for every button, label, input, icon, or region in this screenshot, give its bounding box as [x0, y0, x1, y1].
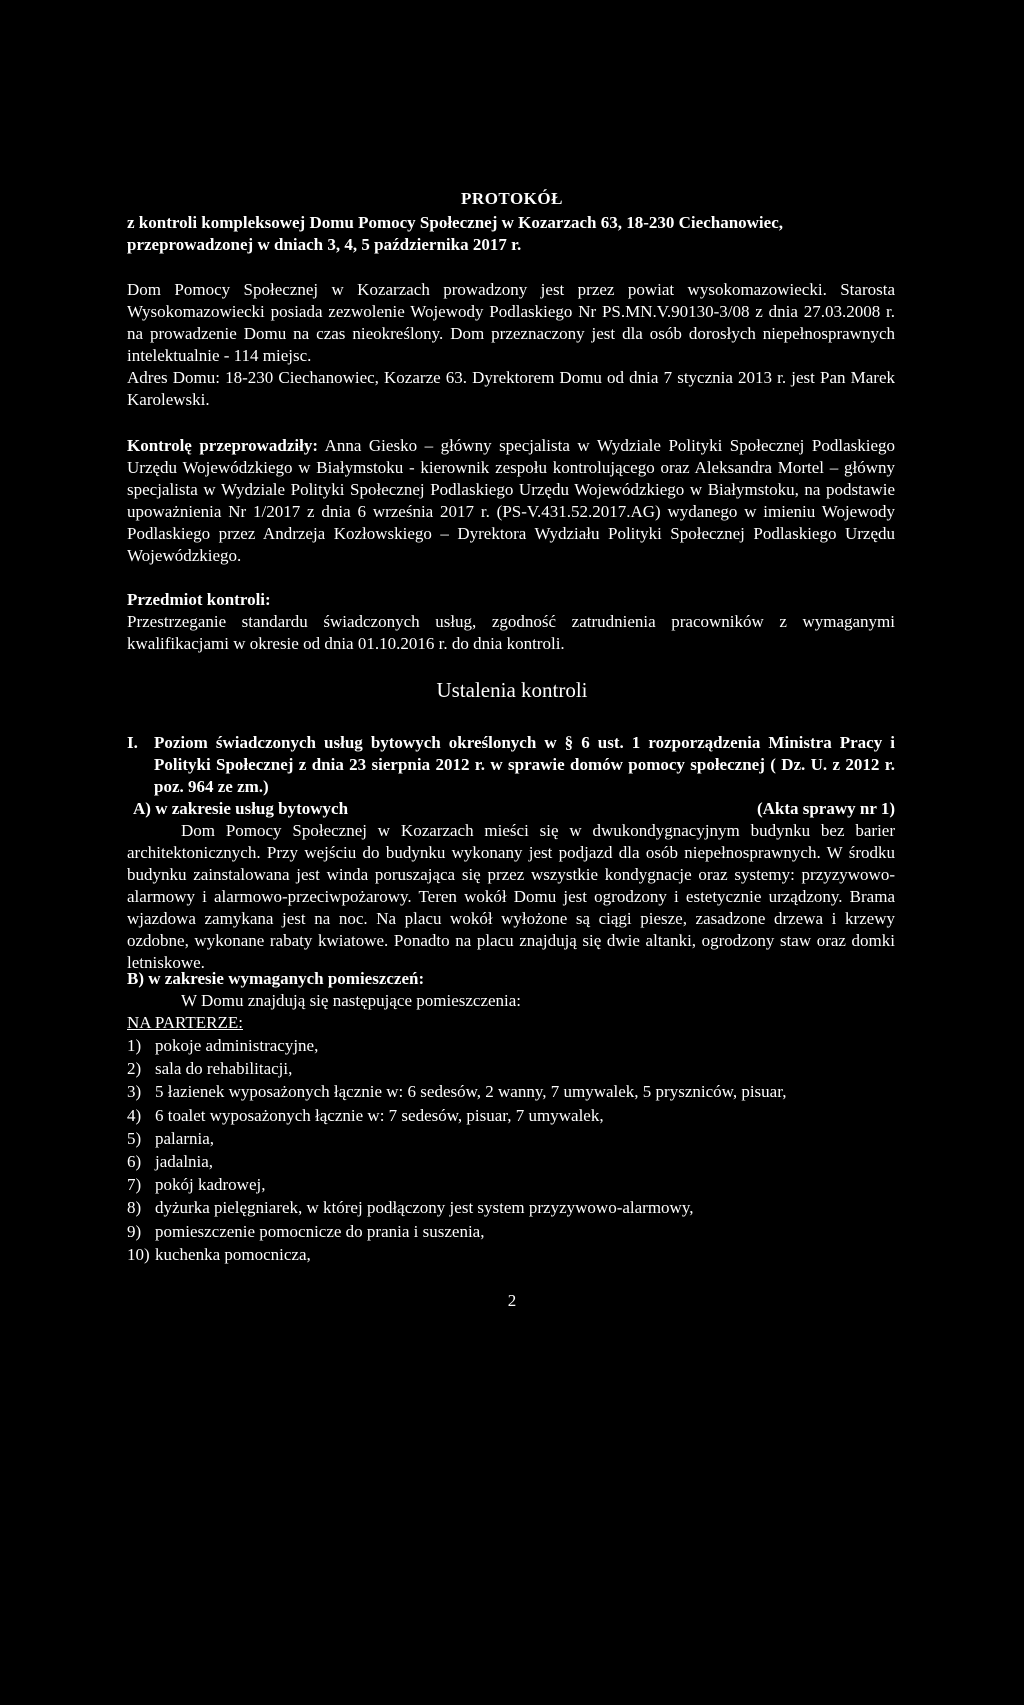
intro-paragraph: Dom Pomocy Społecznej w Kozarzach prowadzony jest przez powiat wysokomazowiecki. Starosta Wysokomazowiecki posiada zezwolenie Wojewody Podlaskiego Nr PS.MN.V.90130-3/08 z dnia 27.03.2008 r. na prowadzenie Domu na czas nieokreślony. Dom przeznaczony jest dla osób dorosłych niepełnosprawnych intelektualnie - 114 miejsc.	[127, 280, 895, 365]
document-title: PROTOKÓŁ	[461, 189, 563, 208]
control-paragraph	[127, 435, 895, 567]
list-item: 4) 6 toalet wyposażonych łącznie w: 7 sedesów, pisuar, 7 umywalek,	[127, 1105, 604, 1125]
control-section	[127, 435, 895, 567]
section-a-reference: (Akta sprawy nr 1)	[756, 799, 895, 818]
list-item: 6) jadalnia,	[127, 1152, 214, 1172]
section-i	[127, 732, 895, 798]
list-item: 5) palarnia,	[127, 1128, 214, 1148]
section-b-title: B) w zakresie wymaganych pomieszczeń:	[127, 969, 425, 988]
section-a-title: A) w zakresie usług bytowych	[133, 799, 349, 818]
section-b-intro: W Domu znajdują się następujące pomieszczenia:	[181, 991, 522, 1010]
control-text: Anna Giesko – główny specjalista w Wydziale Polityki Społecznej Podlaskiego Urzędu Wojewódzkiego w Białymstoku - kierownik zespołu kontrolującego oraz Aleksandra Mortel – główny specjalista w Wydziale Polityki Społecznej Podlaskiego Urzędu Wojewódzkiego w Białymstoku, na podstawie upoważnienia Nr 1/2017 z dnia 6 września 2017 r. (PS-V.431.52.2017.AG) wydanego w imieniu Wojewody Podlaskiego przez Andrzeja Kozłowskiego – Dyrektora Wydziału Polityki Społecznej Podlaskiego Urzędu Wojewódzkiego.	[127, 436, 895, 565]
subject-label: Przedmiot kontroli:	[127, 590, 271, 609]
list-item: 3) 5 łazienek wyposażonych łącznie w: 6 sedesów, 2 wanny, 7 umywalek, 5 pryszniców, pisuar,	[127, 1082, 787, 1102]
list-item: 9) pomieszczenie pomocnicze do prania i suszenia,	[127, 1221, 485, 1241]
section-a	[127, 798, 895, 974]
list-item: 1) pokoje administracyjne,	[127, 1036, 319, 1055]
list-item: 10) kuchenka pomocnicza,	[127, 1244, 311, 1264]
list-item: 8) dyżurka pielęgniarek, w której podłączony jest system przyzywowo-alarmowy,	[127, 1198, 694, 1218]
findings-title: Ustalenia kontroli	[436, 678, 588, 702]
list-item: 2) sala do rehabilitacji,	[127, 1059, 293, 1079]
section-i-text: Poziom świadczonych usług bytowych określonych w § 6 ust. 1 rozporządzenia Ministra Pracy i Polityki Społecznej z dnia 23 sierpnia 2012 r. w sprawie domów pomocy społecznej ( Dz. U. z 2012 r. poz. 964 ze zm.)	[154, 733, 895, 796]
section-a-header	[127, 798, 895, 820]
address-paragraph: Adres Domu: 18-230 Ciechanowiec, Kozarze 63. Dyrektorem Domu od dnia 7 stycznia 2013 r. jest Pan Marek Karolewski.	[127, 368, 895, 409]
section-a-text: Dom Pomocy Społecznej w Kozarzach mieści się w dwukondygnacyjnym budynku bez barier architektonicznych. Przy wejściu do budynku wykonany jest podjazd dla osób niepełnosprawnych. W środku budynku zainstalowana jest winda poruszająca się przez wszystkie kondygnacje oraz systemy: przyzywowo-alarmowy i alarmowo-przeciwpożarowy. Teren wokół Domu jest ogrodzony i estetycznie urządzony. Brama wjazdowa zamykana jest na noc. Na placu wokół wyłożone są ciągi piesze, zasadzone drzewa i krzewy ozdobne, wykonane rabaty kwiatowe. Ponadto na placu znajdują się dwie altanki, ogrodzony staw oraz domki letniskowe.	[127, 821, 895, 972]
list-item: 7) pokój kadrowej,	[127, 1175, 266, 1195]
section-i-number: I.	[127, 733, 138, 752]
intro-section	[127, 279, 895, 411]
control-label: Kontrolę przeprowadziły:	[127, 436, 319, 455]
subject-section	[127, 589, 895, 655]
document-header: z kontroli kompleksowej Domu Pomocy Społecznej w Kozarzach 63, 18-230 Ciechanowiec, przeprowadzonej w dniach 3, 4, 5 października 2017 r.	[127, 213, 783, 254]
section-b	[127, 968, 895, 1266]
subject-text: Przestrzeganie standardu świadczonych usług, zgodność zatrudnienia pracowników z wymaganymi kwalifikacjami w okresie od dnia 01.10.2016 r. do dnia kontroli.	[127, 612, 895, 653]
page-number: 2	[507, 1291, 517, 1310]
rooms-list	[127, 1034, 895, 1266]
floor-label: NA PARTERZE:	[127, 1013, 243, 1032]
